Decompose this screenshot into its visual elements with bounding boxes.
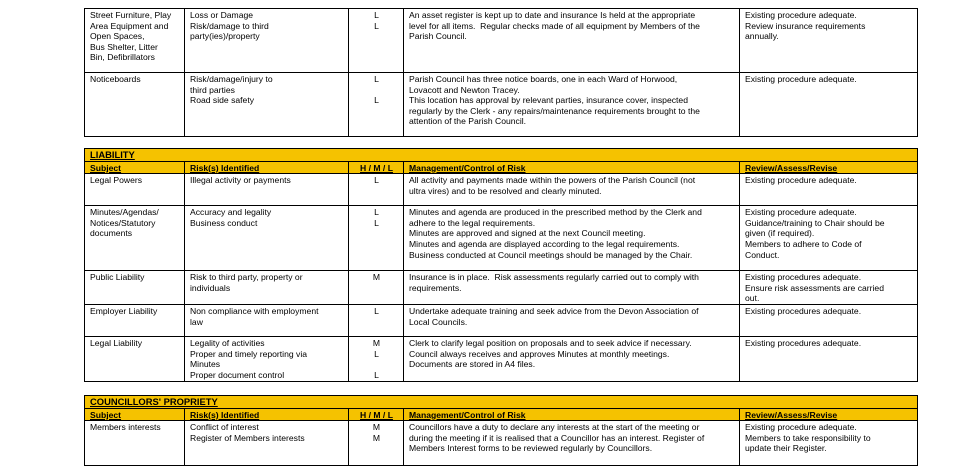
- cell-line: Councillors have a duty to declare any interests at the start of the meeting or: [409, 422, 700, 433]
- subject-cell: [85, 271, 185, 305]
- risk-cell: [185, 174, 349, 206]
- cell-line: Existing procedure adequate.: [745, 207, 857, 218]
- cell-line: requirements.: [409, 282, 462, 293]
- management-cell: [404, 9, 740, 73]
- management-cell: [404, 206, 740, 271]
- cell-line: [354, 85, 399, 96]
- table-row-members-interests: [85, 421, 918, 466]
- column-header-hml: H / M / L: [349, 408, 404, 421]
- cell-line: Conduct.: [745, 249, 780, 260]
- management-cell: [404, 336, 740, 381]
- cell-line: M: [372, 337, 381, 348]
- column-header-risks: Risk(s) Identified: [185, 161, 349, 174]
- cell-line: during the meeting if it is realised that a Councillor has an interest. Register of: [409, 432, 705, 443]
- cell-line: Risk to third party, property or: [190, 272, 303, 283]
- risk-cell: [185, 73, 349, 137]
- cell-line: ultra vires) and to be resolved and clearly minuted.: [409, 185, 602, 196]
- cell-line: L: [374, 175, 379, 186]
- management-cell: [404, 73, 740, 137]
- review-cell: [740, 421, 918, 466]
- hml-cell: [349, 174, 404, 206]
- cell-line: Risk/damage/injury to: [190, 74, 273, 84]
- review-cell: [740, 174, 918, 206]
- column-header-risks: Risk(s) Identified: [185, 408, 349, 421]
- cell-line: Open Spaces,: [90, 31, 145, 42]
- cell-line: This location has approval by relevant parties, insurance cover, inspected: [409, 95, 688, 106]
- hml-cell: [349, 206, 404, 271]
- cell-line: Illegal activity or payments: [190, 175, 291, 186]
- continuation-table: [84, 8, 918, 137]
- cell-line: Loss or Damage: [190, 10, 254, 20]
- column-header-hml: H / M / L: [349, 161, 404, 174]
- risk-cell: [185, 9, 349, 73]
- cell-line: Business conduct: [190, 217, 258, 228]
- management-cell: [404, 304, 740, 336]
- column-header-review: Review/Assess/Revise: [740, 408, 918, 421]
- cell-line: update their Register.: [745, 443, 827, 454]
- cell-line: Guidance/training to Chair should be: [745, 217, 885, 228]
- review-cell: [740, 206, 918, 271]
- cell-line: Register of Members interests: [190, 432, 305, 443]
- header-row: [85, 161, 918, 174]
- cell-line: Legality of activities: [190, 337, 265, 348]
- risk-cell: [185, 421, 349, 466]
- cell-line: level for all items. Regular checks made of all equipment by Members of the: [409, 20, 700, 31]
- review-cell: [740, 73, 918, 137]
- column-header-subject: Subject: [85, 161, 185, 174]
- cell-line: L: [374, 305, 379, 316]
- cell-line: L: [374, 20, 379, 31]
- cell-line: Lovacott and Newton Tracey.: [409, 84, 520, 95]
- cell-line: Existing procedures adequate.: [745, 305, 862, 316]
- review-cell: [740, 336, 918, 381]
- table-row-legal-liability: [85, 336, 918, 381]
- review-cell: [740, 9, 918, 73]
- cell-line: Existing procedure adequate.: [745, 10, 857, 20]
- cell-line: Proper and timely reporting via: [190, 348, 308, 359]
- cell-line: All activity and payments made within the powers of the Parish Council (not: [409, 175, 696, 186]
- table-row-noticeboards: [85, 73, 918, 137]
- cell-line: attention of the Parish Council.: [409, 116, 527, 127]
- cell-line: adhere to the legal requirements.: [409, 217, 536, 228]
- liability-table: [84, 148, 918, 382]
- propriety-table: [84, 395, 918, 466]
- risk-cell: [185, 304, 349, 336]
- section-title: COUNCILLORS' PROPRIETY: [85, 396, 918, 409]
- cell-line: documents: [90, 228, 133, 239]
- subject-cell: [85, 421, 185, 466]
- cell-line: out.: [745, 293, 760, 304]
- section-title: LIABILITY: [85, 149, 918, 162]
- table-row-public-liability: [85, 271, 918, 305]
- column-header-management: Management/Control of Risk: [404, 161, 740, 174]
- management-cell: [404, 271, 740, 305]
- cell-line: Minutes and agenda are displayed according to the legal requirements.: [409, 238, 680, 249]
- cell-line: L: [374, 369, 379, 380]
- table-row-legal-powers: [85, 174, 918, 206]
- cell-line: Conflict of interest: [190, 422, 259, 433]
- risk-cell: [185, 206, 349, 271]
- hml-cell: [349, 271, 404, 305]
- management-cell: [404, 174, 740, 206]
- subject-cell: [85, 73, 185, 137]
- cell-line: Members to adhere to Code of: [745, 238, 862, 249]
- column-header-management: Management/Control of Risk: [404, 408, 740, 421]
- cell-line: Employer Liability: [90, 305, 158, 316]
- cell-line: Existing procedures adequate.: [745, 272, 862, 283]
- cell-line: M: [372, 432, 381, 443]
- cell-line: Existing procedure adequate.: [745, 175, 857, 186]
- table-row-minutes-agendas: [85, 206, 918, 271]
- cell-line: Parish Council.: [409, 31, 467, 42]
- cell-line: third parties: [190, 84, 235, 95]
- cell-line: L: [374, 217, 379, 228]
- cell-line: Review insurance requirements: [745, 20, 866, 31]
- cell-line: Ensure risk assessments are carried: [745, 282, 884, 293]
- table-row-street-furniture: [85, 9, 918, 73]
- cell-line: L: [374, 10, 379, 20]
- subject-cell: [85, 174, 185, 206]
- cell-line: Members to take responsibility to: [745, 432, 871, 443]
- subject-cell: [85, 336, 185, 381]
- cell-line: Minutes: [190, 359, 221, 370]
- hml-cell: [349, 421, 404, 466]
- cell-line: L: [374, 207, 379, 218]
- subject-cell: [85, 206, 185, 271]
- hml-cell: [349, 73, 404, 137]
- cell-line: Accuracy and legality: [190, 207, 272, 218]
- cell-line: Noticeboards: [90, 74, 141, 84]
- cell-line: Public Liability: [90, 272, 145, 283]
- cell-line: Existing procedure adequate.: [745, 74, 857, 84]
- cell-line: Local Councils.: [409, 316, 468, 327]
- cell-line: Bin, Defibrillators: [90, 52, 155, 63]
- cell-line: Street Furniture, Play: [90, 10, 172, 20]
- cell-line: Area Equipment and: [90, 20, 169, 31]
- cell-line: M: [372, 422, 381, 433]
- section-title-row: [85, 149, 918, 162]
- cell-line: Council always receives and approves Minutes at monthly meetings.: [409, 348, 670, 359]
- cell-line: Notices/Statutory: [90, 217, 156, 228]
- section-title-row: [85, 396, 918, 409]
- cell-line: party(ies)/property: [190, 31, 260, 42]
- cell-line: Non compliance with employment: [190, 305, 319, 316]
- cell-line: M: [372, 272, 381, 283]
- cell-line: Minutes and agenda are produced in the prescribed method by the Clerk and: [409, 207, 702, 218]
- cell-line: Clerk to clarify legal position on proposals and to seek advice if necessary.: [409, 337, 692, 348]
- management-cell: [404, 421, 740, 466]
- cell-line: Members interests: [90, 422, 161, 433]
- cell-line: individuals: [190, 282, 231, 293]
- subject-cell: [85, 9, 185, 73]
- cell-line: An asset register is kept up to date and insurance Is held at the appropriate: [409, 10, 696, 20]
- cell-line: Business conducted at Council meetings should be managed by the Chair.: [409, 249, 693, 260]
- cell-line: Existing procedures adequate.: [745, 337, 862, 348]
- cell-line: regularly by the Clerk - any repairs/maintenance requirements brought to the: [409, 105, 700, 116]
- cell-line: Minutes are approved and signed at the next Council meeting.: [409, 228, 646, 239]
- cell-line: Legal Powers: [90, 175, 143, 186]
- cell-line: L: [374, 95, 379, 106]
- review-cell: [740, 304, 918, 336]
- cell-line: Bus Shelter, Litter: [90, 41, 158, 52]
- column-header-subject: Subject: [85, 408, 185, 421]
- header-row: [85, 408, 918, 421]
- column-header-review: Review/Assess/Revise: [740, 161, 918, 174]
- review-cell: [740, 271, 918, 305]
- hml-cell: [349, 336, 404, 381]
- cell-line: Risk/damage to third: [190, 20, 269, 31]
- risk-cell: [185, 336, 349, 381]
- cell-line: L: [374, 348, 379, 359]
- cell-line: Members Interest forms to be reviewed regularly by Councillors.: [409, 443, 653, 454]
- subject-cell: [85, 304, 185, 336]
- cell-line: law: [190, 316, 203, 327]
- cell-line: [354, 359, 399, 370]
- cell-line: Documents are stored in A4 files.: [409, 359, 536, 370]
- cell-line: Proper document control: [190, 369, 285, 380]
- cell-line: Existing procedure adequate.: [745, 422, 857, 433]
- cell-line: Legal Liability: [90, 337, 143, 348]
- cell-line: Insurance is in place. Risk assessments regularly carried out to comply with: [409, 272, 699, 283]
- cell-line: Parish Council has three notice boards, one in each Ward of Horwood,: [409, 74, 678, 84]
- cell-line: annually.: [745, 31, 779, 42]
- cell-line: Road side safety: [190, 95, 255, 106]
- cell-line: given (if required).: [745, 228, 815, 239]
- risk-cell: [185, 271, 349, 305]
- cell-line: L: [374, 74, 379, 84]
- cell-line: Undertake adequate training and seek advice from the Devon Association of: [409, 305, 699, 316]
- cell-line: Minutes/Agendas/: [90, 207, 159, 218]
- table-row-employer-liability: [85, 304, 918, 336]
- hml-cell: [349, 9, 404, 73]
- hml-cell: [349, 304, 404, 336]
